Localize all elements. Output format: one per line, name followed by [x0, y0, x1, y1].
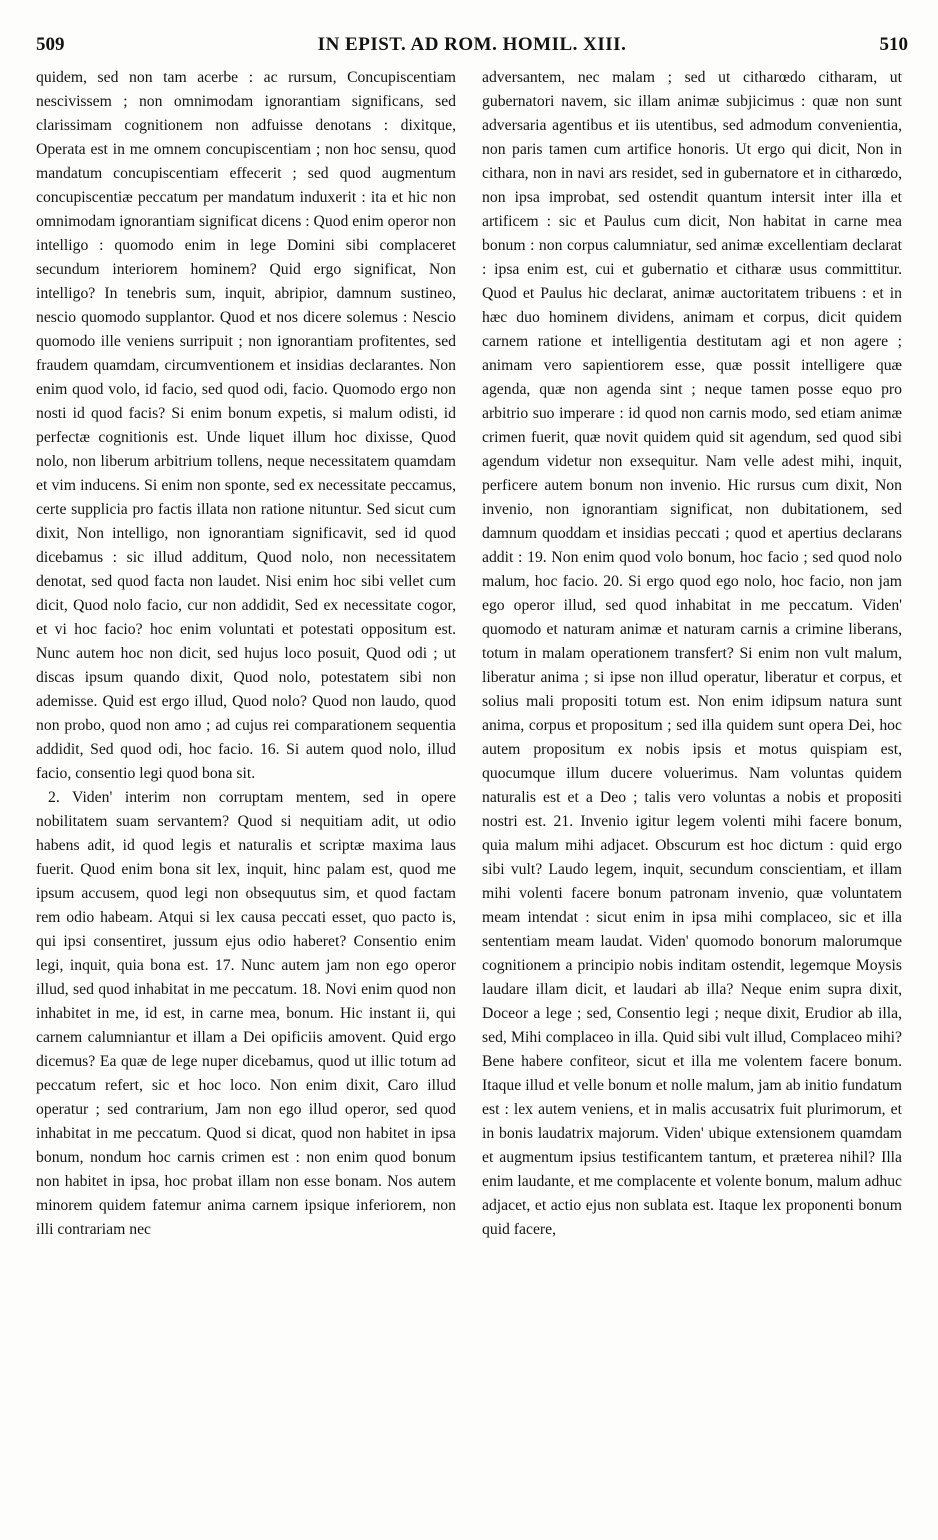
page-number-right: 510 [879, 34, 908, 55]
running-header [36, 34, 908, 64]
running-title: IN EPIST. AD ROM. HOMIL. XIII. [317, 34, 627, 55]
page-number-left: 509 [36, 34, 65, 55]
left-text-column [36, 66, 456, 1242]
paragraph: adversantem, nec malam ; sed ut citharœdo citharam, ut gubernatori navem, sic illam animæ subjicimus : quæ non sunt adversaria agentibus et iis utentibus, sed admodum convenientia, non paris tamen cum artifice honoris. Ut ergo qui dicit, Non in cithara, non in navi ars residet, sed in gubernatore et in citharœdo, non ipsa improbat, sed ostendit quantum intersit inter illa et artificem : sic et Paulus cum dicit, Non habitat in carne mea bonum : non corpus calumniatur, sed animæ excellentiam declarat : ipsa enim est, cui et gubernatio et citharæ usus committitur. Quod et Paulus hic declarat, animæ auctoritatem tribuens : et in hæc duo hominem dividens, animam et corpus, dicit quidem carnem ratione et intelligentia destitutam agi et non agere ; animam vero sapientiorem esse, quæ possit intelligere quæ agenda, quæ non agenda sint ; neque tamen posse equo pro arbitrio suo imperare : id quod non carnis modo, sed etiam animæ crimen fuerit, quæ novit quidem quid sit agendum, sed quod sibi agendum videtur non exsequitur. Nam velle adest mihi, inquit, perficere autem bonum non invenio. Hic rursus cum dixit, Non invenio, non ignorantiam significat, non dubitationem, sed damnum quoddam et insidias peccati ; quod et apertius declarans addit : 19. Non enim quod volo bonum, hoc facio ; sed quod nolo malum, hoc facio. 20. Si ergo quod ego nolo, hoc facio, non jam ego operor illud, sed quod inhabitat in me peccatum. Viden' quomodo et naturam animæ et naturam carnis a crimine liberans, totum in malam operationem transfert? Si enim non vult malum, liberatur anima ; si ipse non illud operatur, liberatur et corpus, et solius mali propositi totum est. Non enim idipsum natura sunt anima, corpus et propositum ; sed illa quidem sunt opera Dei, hoc autem propositum ex nobis ipsis et motus quispiam est, quocumque illum ducere voluerimus. Nam voluntas quidem naturalis est et a Deo ; talis vero voluntas a nobis et propositi nostri est. 21. Invenio igitur legem volenti mihi facere bonum, quia malum mihi adjacet. Obscurum est hoc dictum : quid ergo sibi vult? Laudo legem, inquit, secundum conscientiam, et illam mihi volenti facere bonum patronam invenio, quæ voluntatem meam intendat : sicut enim in ipsa mihi complaceo, sic et illa sententiam meam laudat. Viden' quomodo bonorum malorumque cognitionem a principio nobis inditam ostendit, legemque Moysis laudare illam dicit, et laudari ab illa? Neque enim supra dixit, Doceor a lege ; sed, Consentio legi ; neque dixit, Erudior ab illa, sed, Mihi complaceo in illa. Quid sibi vult illud, Complaceo mihi? Bene habere confiteor, sicut et illa me volentem facere bonum. Itaque illud et velle bonum et nolle malum, jam ab initio fundatum est : lex autem veniens, et in malis accusatrix fuit plurimorum, et in bonis laudatrix majorum. Viden' ubique extensionem quamdam et augmentum ipsius testificantem tantum, et præterea nihil? Illa enim laudante, et me complacente et volente bonum, malum adhuc adjacet, et actio ejus non sublata est. Itaque lex proponenti bonum quid facere, [482, 69, 902, 1238]
right-text-column [482, 66, 902, 1242]
paragraph: 2. Viden' interim non corruptam mentem, sed in opere nobilitatem suam servantem? Quod si nequitiam adit, ut odio habens adit, id quod legis et naturalis et scriptæ maxima laus fuerit. Quod enim bona sit lex, inquit, hinc palam est, quod me ipsum accusem, quod legi non obsequutus sim, et quod factam rem odio habeam. Atqui si lex causa peccati esset, quo pacto is, qui ipsi consentiret, jussum ejus odio haberet? Consentio enim legi, inquit, quia bona est. 17. Nunc autem jam non ego operor illud, sed quod inhabitat in me peccatum. 18. Novi enim quod non inhabitet in me, id est, in carne mea, bonum. Hic instant ii, qui carnem calumniantur et illam a Dei opificiis amovent. Quid ergo dicemus? Ea quæ de lege nuper dicebamus, quod ut illic totum ad peccatum refert, sic et hoc loco. Non enim dixit, Caro illud operatur ; sed contrarium, Jam non ego illud operor, sed quod inhabitat in me peccatum. Quod si dicat, quod non habitet in ipsa bonum, nondum hoc carnis crimen est : non enim quod bonum non habitet in ipsa, hoc probat illam non esse bonam. Nos autem minorem quidem fatemur anima carnem ipsique inferiorem, non illi contrariam nec [36, 789, 456, 1238]
paragraph: quidem, sed non tam acerbe : ac rursum, Concupiscentiam nescivissem ; non omnimodam ignorantiam significans, sed clarissimam cognitionem non adfuisse denotans : dixitque, Operata est in me omnem concupiscentiam ; non hoc sensu, quod mandatum concupiscentiam effecerit ; sed quod augmentum concupiscentiæ peccatum per mandatum induxerit : ita et hic non omnimodam ignorantiam significat dicens : Quod enim operor non intelligo : quomodo enim in lege Domini sibi complaceret secundum interiorem hominem? Quid ergo significat, Non intelligo? In tenebris sum, inquit, abripior, damnum sustineo, nescio quomodo supplantor. Quod et nos dicere solemus : Nescio quomodo ille veniens surripuit ; non ignorantiam profitentes, sed fraudem quamdam, circumventionem et insidias declarantes. Non enim quod volo, id facio, sed quod odi, facio. Quomodo ergo non nosti id quod facis? Si enim bonum expetis, si malum odisti, id perfectæ cognitionis est. Unde liquet illum hoc dixisse, Quod nolo, non liberum arbitrium tollens, neque necessitatem quamdam et vim inducens. Si enim non sponte, sed ex necessitate peccamus, certe supplicia pro factis illata non ratione nituntur. Sed sicut cum dixit, Non intelligo, non ignorantiam significavit, sed id quod dicebamus : sic illud additum, Quod nolo, non necessitatem denotat, sed quod facta non laudet. Nisi enim hoc sibi vellet cum dicit, Quod nolo facio, cur non addidit, Sed ex necessitate cogor, et vi hoc facio? hoc enim voluntati et potestati oppositum est. Nunc autem hoc non dicit, sed hujus loco posuit, Quod odi ; ut discas ipsum quando dixit, Quod nolo, potestatem sibi non ademisse. Quid est ergo illud, Quod nolo? Quod non laudo, quod non probo, quod non amo ; ad cujus rei comparationem sequentia addidit, Sed quod odi, hoc facio. 16. Si autem quod nolo, illud facio, consentio legi quod bona sit. [36, 69, 456, 782]
